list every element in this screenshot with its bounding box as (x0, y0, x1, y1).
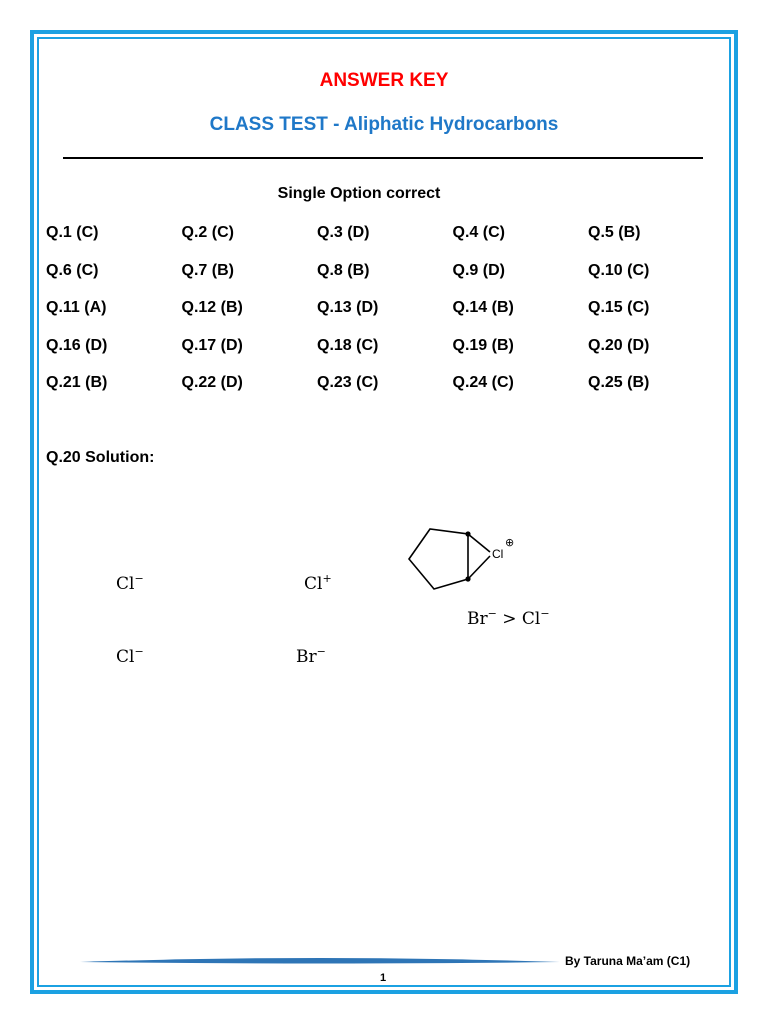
ion-charge: − (134, 572, 144, 585)
ion-chloronium (304, 572, 332, 594)
carbon-dot-upper (465, 531, 470, 536)
answer-item: Q.16 (D) (46, 336, 108, 354)
answer-item: Q.2 (C) (181, 224, 234, 241)
section-title: Single Option correct (277, 185, 441, 202)
footer-divider (80, 956, 560, 966)
comparison-right-charge: − (540, 607, 550, 620)
answer-row (46, 221, 726, 259)
carbon-dot-lower (465, 576, 470, 581)
ion-charge: − (134, 645, 144, 658)
ion-symbol: Cl (116, 574, 135, 594)
positive-charge-icon: ⊕ (505, 536, 515, 549)
answer-item: Q.21 (B) (46, 374, 108, 391)
answer-item: Q.1 (C) (46, 224, 99, 241)
answer-item: Q.6 (C) (46, 261, 99, 279)
comparison-left-charge: − (487, 607, 497, 620)
answer-grid (46, 221, 726, 409)
chloronium-ion-structure (404, 528, 524, 598)
answer-item: Q.5 (B) (588, 224, 641, 241)
answer-item: Q.23 (C) (317, 374, 379, 391)
answer-item: Q.22 (D) (181, 374, 243, 391)
nucleophilicity-comparison (467, 607, 550, 629)
answer-row (46, 259, 726, 297)
solution-title: Q.20 Solution: (46, 449, 155, 466)
answer-item: Q.19 (B) (452, 336, 514, 354)
ion-bromide (296, 645, 326, 667)
ion-chloride-2 (116, 645, 144, 667)
answer-item: Q.9 (D) (452, 261, 505, 279)
footer-author: By Taruna Ma’am (C1) (565, 954, 691, 968)
ion-chloride-1 (116, 572, 144, 594)
answer-item: Q.15 (C) (588, 299, 650, 316)
comparison-left-symbol: Br (467, 609, 488, 629)
answer-item: Q.7 (B) (181, 261, 234, 279)
answer-key-title: ANSWER KEY (319, 70, 449, 91)
comparison-operator: > (496, 609, 522, 629)
structure-atom-label: Cl (492, 547, 504, 561)
answer-item: Q.10 (C) (588, 261, 650, 279)
class-test-subtitle: CLASS TEST - Aliphatic Hydrocarbons (209, 114, 559, 135)
title-divider (63, 157, 703, 159)
answer-row (46, 296, 726, 334)
ion-symbol: Cl (304, 574, 323, 594)
answer-item: Q.14 (B) (452, 299, 514, 316)
bond-lower (468, 556, 490, 579)
footer-divider-shape (80, 958, 560, 964)
answer-row (46, 334, 726, 372)
answer-item: Q.18 (C) (317, 336, 379, 354)
answer-item: Q.8 (B) (317, 261, 370, 279)
bond-upper (468, 534, 490, 552)
answer-item: Q.17 (D) (181, 336, 243, 354)
page-border-inner (37, 37, 731, 987)
answer-item: Q.24 (C) (452, 374, 514, 391)
ion-symbol: Br (296, 647, 317, 667)
answer-item: Q.20 (D) (588, 336, 650, 354)
answer-item: Q.13 (D) (317, 299, 379, 316)
ion-charge: + (322, 572, 332, 585)
cyclopentane-ring (409, 529, 468, 589)
answer-item: Q.3 (D) (317, 224, 370, 241)
answer-item: Q.4 (C) (452, 224, 505, 241)
ion-charge: − (316, 645, 326, 658)
ion-symbol: Cl (116, 647, 135, 667)
answer-item: Q.11 (A) (46, 299, 107, 316)
comparison-right-symbol: Cl (521, 609, 541, 629)
answer-item: Q.25 (B) (588, 374, 650, 391)
answer-row (46, 371, 726, 409)
answer-item: Q.12 (B) (181, 299, 243, 316)
page-number: 1 (380, 972, 387, 984)
